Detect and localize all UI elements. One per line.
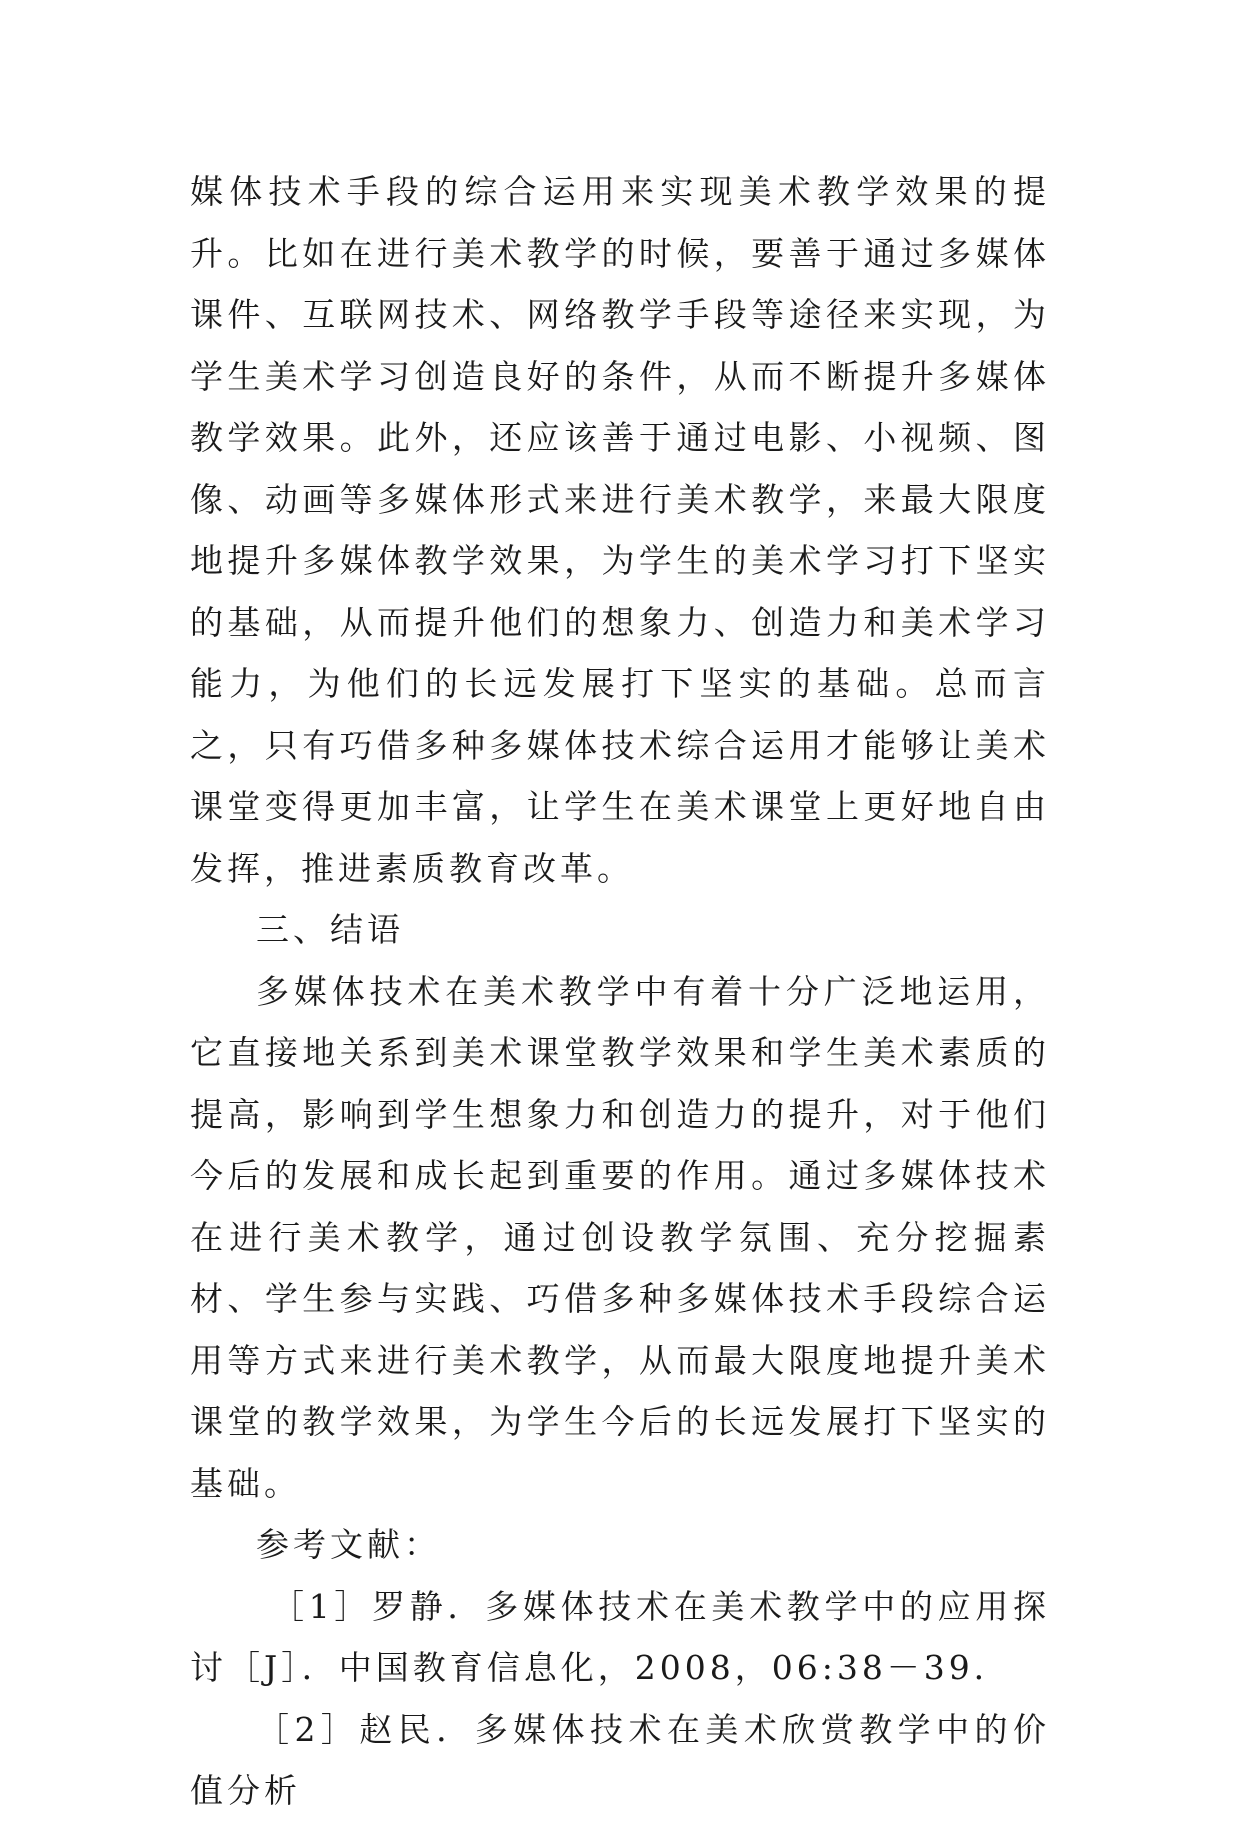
body-paragraph: 多媒体技术在美术教学中有着十分广泛地运用，它直接地关系到美术课堂教学效果和学生美术素质的提高，影响到学生想象力和创造力的提升，对于他们今后的发展和成长起到重要的作用。通过多媒体技术在进行美术教学，通过创设教学氛围、充分挖掘素材、学生参与实践、巧借多种多媒体技术手段综合运用等方式来进行美术教学，从而最大限度地提升美术课堂的教学效果，为学生今后的长远发展打下坚实的基础。: [190, 971, 1050, 1503]
section-heading: 三、结语: [256, 910, 404, 949]
references-heading: 参考文献：: [256, 1525, 441, 1564]
document-body: [190, 161, 1050, 1822]
reference-item: ［2］赵民．多媒体技术在美术欣赏教学中的价值分析: [190, 1709, 1050, 1810]
body-paragraph: 媒体技术手段的综合运用来实现美术教学效果的提升。比如在进行美术教学的时候，要善于通过多媒体课件、互联网技术、网络教学手段等途径来实现，为学生美术学习创造良好的条件，从而不断提升多媒体教学效果。此外，还应该善于通过电影、小视频、图像、动画等多媒体形式来进行美术教学，来最大限度地提升多媒体教学效果，为学生的美术学习打下坚实的基础，从而提升他们的想象力、创造力和美术学习能力，为他们的长远发展打下坚实的基础。总而言之，只有巧借多种多媒体技术综合运用才能够让美术课堂变得更加丰富，让学生在美术课堂上更好地自由发挥，推进素质教育改革。: [190, 172, 1050, 888]
reference-item: ［1］罗静．多媒体技术在美术教学中的应用探讨［J］．中国教育信息化，2008，06:38－39．: [190, 1586, 1050, 1687]
